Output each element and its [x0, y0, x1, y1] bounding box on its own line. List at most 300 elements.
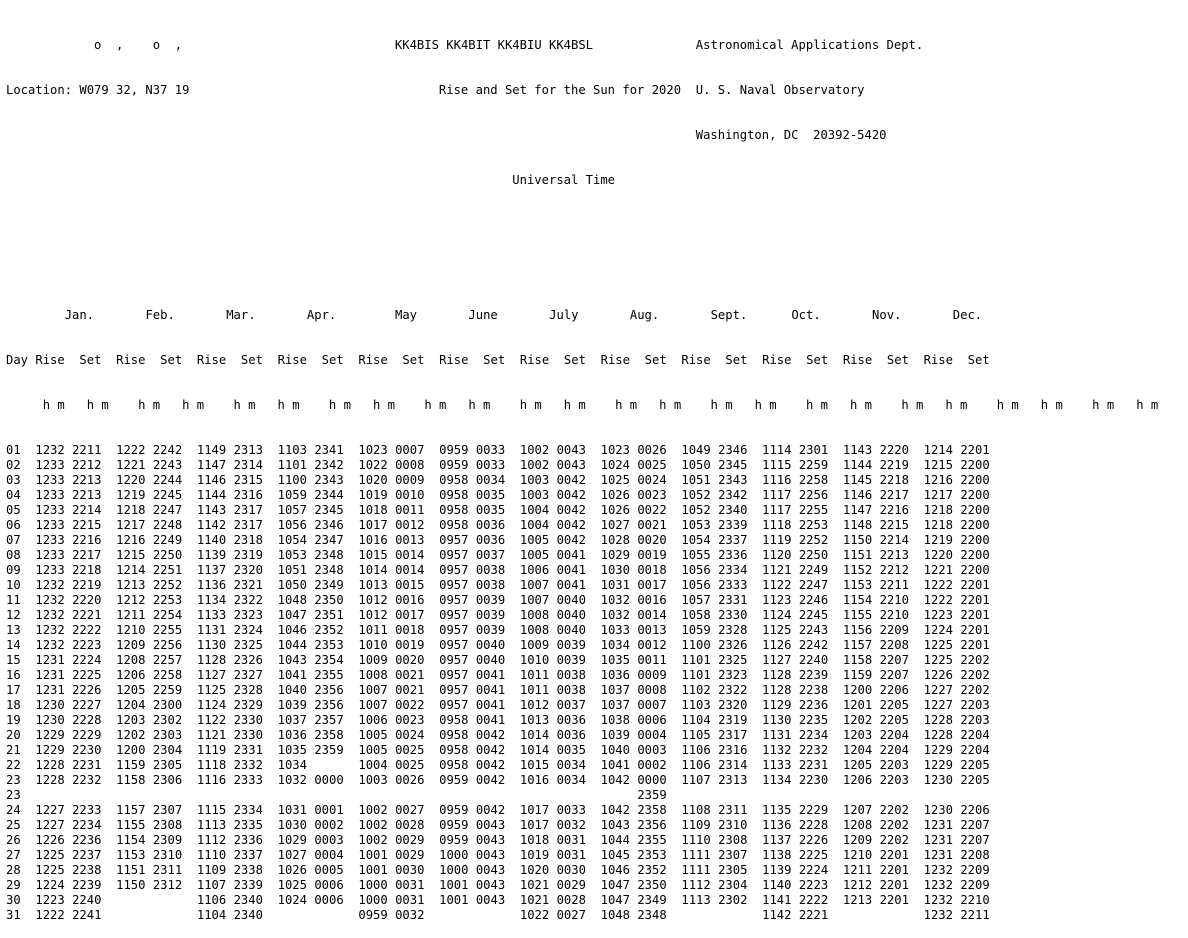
- spacer: [711, 773, 718, 787]
- spacer: [769, 308, 791, 322]
- rise-cell: 1106: [681, 743, 711, 757]
- spacer: [667, 593, 682, 607]
- rise-cell: 1021: [519, 893, 550, 907]
- spacer: [667, 803, 682, 817]
- set-cell: 2305: [718, 863, 748, 877]
- rise-cell: 1005: [358, 728, 388, 742]
- rise-cell: 1222: [116, 443, 146, 457]
- spacer: [549, 623, 556, 637]
- set-cell: 2210: [879, 593, 909, 607]
- spacer: [65, 398, 87, 412]
- spacer: [424, 788, 439, 802]
- rise-cell: 0959: [439, 443, 469, 457]
- spacer: [424, 548, 439, 562]
- set-cell: 2308: [152, 818, 183, 832]
- rise-cell: 1025: [600, 473, 630, 487]
- spacer: [791, 863, 798, 877]
- set-cell: 2227: [72, 698, 102, 712]
- spacer: [498, 308, 527, 322]
- rise-cell: 0957: [439, 668, 469, 682]
- hm-header: h m: [424, 398, 447, 412]
- spacer: [909, 908, 924, 922]
- rise-cell: 1218: [923, 518, 953, 532]
- rise-cell: 1031: [600, 578, 630, 592]
- spacer: [65, 593, 72, 607]
- spacer: [388, 803, 395, 817]
- spacer: [468, 353, 483, 367]
- rise-cell: 1108: [681, 803, 711, 817]
- spacer: [505, 863, 520, 877]
- month-label: Jan.: [64, 308, 95, 322]
- rise-cell: 1201: [842, 698, 873, 712]
- rise-cell: 1137: [762, 833, 792, 847]
- set-cell: 2232: [798, 743, 829, 757]
- spacer: [6, 398, 43, 412]
- spacer: [145, 818, 152, 832]
- spacer: [101, 683, 116, 697]
- rise-cell: 1016: [519, 773, 550, 787]
- set-cell: 2228: [72, 713, 102, 727]
- set-cell: 0039: [475, 623, 506, 637]
- rise-cell: 1159: [842, 668, 873, 682]
- rise-cell: 1109: [196, 863, 227, 877]
- rise-cell: 0957: [439, 578, 469, 592]
- set-cell: 2330: [233, 728, 263, 742]
- day-cell: 16: [6, 668, 21, 682]
- rise-cell: 1104: [196, 908, 227, 922]
- rise-cell: 1147: [196, 458, 227, 472]
- spacer: [226, 638, 233, 652]
- spacer: [667, 773, 682, 787]
- set-cell: 2220: [72, 593, 102, 607]
- spacer: [344, 803, 359, 817]
- set-cell: 0029: [556, 878, 586, 892]
- table-row: [6, 758, 1188, 773]
- spacer: [505, 893, 520, 907]
- rise-cell: 1044: [600, 833, 630, 847]
- set-cell: 2200: [960, 488, 990, 502]
- spacer: [388, 743, 395, 757]
- spacer: [388, 848, 395, 862]
- spacer: [549, 548, 556, 562]
- rise-cell: 1003: [519, 473, 550, 487]
- set-cell: 2322: [718, 683, 748, 697]
- set-cell: 2202: [879, 833, 909, 847]
- rise-cell: 1155: [116, 818, 146, 832]
- set-cell: 2208: [879, 638, 909, 652]
- set-cell: 0043: [475, 878, 506, 892]
- spacer: [468, 533, 475, 547]
- spacer: [226, 548, 233, 562]
- spacer: [747, 578, 762, 592]
- spacer: [21, 533, 36, 547]
- spacer: [145, 653, 152, 667]
- rise-cell: 1127: [762, 653, 792, 667]
- spacer: [424, 893, 439, 907]
- set-cell: 0042: [475, 743, 506, 757]
- rise-cell: 1128: [196, 653, 227, 667]
- spacer: [828, 863, 843, 877]
- set-cell: [395, 788, 424, 802]
- spacer: [909, 893, 924, 907]
- day-cell: 28: [6, 863, 21, 877]
- set-cell: 2200: [960, 473, 990, 487]
- spacer: [909, 878, 924, 892]
- spacer: [21, 878, 36, 892]
- spacer: [263, 773, 278, 787]
- set-cell: 2332: [233, 758, 263, 772]
- rise-cell: 1119: [762, 533, 792, 547]
- hm-header: h m: [849, 398, 872, 412]
- rise-cell: 1147: [842, 503, 873, 517]
- set-cell: 0009: [637, 668, 667, 682]
- spacer: [424, 668, 439, 682]
- spacer: [549, 503, 556, 517]
- set-cell: 0034: [556, 773, 586, 787]
- spacer: [608, 308, 630, 322]
- hm-header: h m: [328, 398, 351, 412]
- spacer: [226, 608, 233, 622]
- table-row: [6, 818, 1188, 833]
- rise-cell: 1059: [277, 488, 307, 502]
- rise-cell: 1043: [600, 818, 630, 832]
- rise-cell: 1211: [116, 608, 146, 622]
- set-cell: 2207: [879, 653, 909, 667]
- rise-cell: 1001: [358, 848, 388, 862]
- rise-cell: 1213: [842, 893, 873, 907]
- set-cell: 2303: [152, 728, 183, 742]
- rise-cell: 1233: [35, 473, 65, 487]
- table-row: [6, 473, 1188, 488]
- spacer: [549, 698, 556, 712]
- set-cell: [476, 788, 505, 802]
- rise-cell: 1036: [600, 668, 630, 682]
- spacer: [424, 908, 439, 922]
- spacer: [145, 803, 152, 817]
- spacer: [872, 488, 879, 502]
- spacer: [828, 878, 843, 892]
- rise-cell: [116, 908, 145, 922]
- set-cell: 0012: [637, 638, 667, 652]
- set-cell: 0020: [395, 653, 425, 667]
- set-cell: 2201: [960, 638, 990, 652]
- set-cell: 2353: [314, 638, 344, 652]
- spacer: [909, 698, 924, 712]
- rise-cell: 1056: [681, 563, 711, 577]
- spacer: [65, 443, 72, 457]
- rise-header: Rise: [277, 353, 307, 367]
- rise-cell: 0957: [439, 653, 469, 667]
- spacer: [667, 458, 682, 472]
- set-cell: 2353: [637, 848, 667, 862]
- spacer: [101, 578, 116, 592]
- spacer: [344, 563, 359, 577]
- hm-header: h m: [710, 398, 733, 412]
- table-row: [6, 668, 1188, 683]
- rise-cell: 1024: [277, 893, 307, 907]
- spacer: [388, 653, 395, 667]
- hm-header: h m: [1092, 398, 1115, 412]
- spacer: [872, 593, 879, 607]
- spacer: [21, 593, 36, 607]
- rise-cell: 1146: [842, 488, 873, 502]
- rise-cell: 1119: [196, 743, 227, 757]
- spacer: [586, 683, 601, 697]
- spacer: [226, 683, 233, 697]
- set-cell: 0014: [395, 548, 425, 562]
- rise-cell: 1219: [116, 488, 146, 502]
- set-cell: 2200: [960, 548, 990, 562]
- header-line-1: [6, 38, 1188, 53]
- spacer: [388, 593, 395, 607]
- rise-cell: 1227: [35, 818, 65, 832]
- spacer: [263, 848, 278, 862]
- set-cell: 0021: [395, 683, 425, 697]
- set-cell: 2228: [798, 818, 829, 832]
- set-cell: 2206: [960, 803, 990, 817]
- set-cell: 0016: [395, 593, 425, 607]
- day-cell: 04: [6, 488, 21, 502]
- set-cell: 2320: [233, 563, 263, 577]
- spacer: [586, 623, 601, 637]
- spacer: [424, 683, 439, 697]
- set-cell: 2326: [718, 638, 748, 652]
- spacer: [586, 533, 601, 547]
- spacer: [549, 728, 556, 742]
- spacer: [263, 803, 278, 817]
- set-cell: 2201: [879, 863, 909, 877]
- set-cell: 0014: [637, 608, 667, 622]
- spacer: [990, 353, 1005, 367]
- spacer: [182, 908, 197, 922]
- spacer: [747, 443, 762, 457]
- rise-cell: 1050: [681, 458, 711, 472]
- spacer: [226, 623, 233, 637]
- hm-header: h m: [901, 398, 924, 412]
- table-row: [6, 773, 1188, 788]
- rise-cell: 1212: [116, 593, 146, 607]
- set-cell: 2302: [152, 713, 183, 727]
- spacer: [145, 848, 152, 862]
- set-cell: 2223: [72, 638, 102, 652]
- table-row: [6, 683, 1188, 698]
- spacer: [256, 398, 278, 412]
- spacer: [828, 518, 843, 532]
- rise-cell: 1137: [196, 563, 227, 577]
- spacer: [586, 728, 601, 742]
- spacer: [505, 848, 520, 862]
- rise-cell: 1202: [842, 713, 873, 727]
- set-cell: 2207: [879, 668, 909, 682]
- set-cell: 2238: [72, 863, 102, 877]
- spacer: [872, 908, 879, 922]
- set-cell: 0028: [395, 818, 425, 832]
- month-label: Oct.: [791, 308, 821, 322]
- set-cell: 2202: [960, 668, 990, 682]
- hm-header: h m: [182, 398, 205, 412]
- set-cell: 2338: [233, 863, 263, 877]
- set-cell: 2229: [72, 728, 102, 742]
- rise-cell: 1233: [35, 548, 65, 562]
- set-cell: 0040: [556, 593, 586, 607]
- rise-cell: 1035: [277, 743, 307, 757]
- spacer: [791, 443, 798, 457]
- spacer: [468, 458, 475, 472]
- spacer: [505, 518, 520, 532]
- header-line-2: [6, 83, 1188, 98]
- set-cell: 0039: [556, 638, 586, 652]
- spacer: [667, 788, 682, 802]
- spacer: [549, 818, 556, 832]
- spacer: [263, 713, 278, 727]
- spacer: [21, 713, 36, 727]
- spacer: [747, 503, 762, 517]
- set-cell: 0036: [475, 533, 506, 547]
- spacer: [21, 458, 36, 472]
- rise-cell: 1000: [439, 863, 469, 877]
- spacer: [21, 803, 36, 817]
- spacer: [711, 548, 718, 562]
- set-cell: 2251: [152, 563, 183, 577]
- spacer: [791, 593, 798, 607]
- spacer: [101, 908, 116, 922]
- spacer: [711, 443, 718, 457]
- set-cell: 0038: [475, 563, 506, 577]
- rise-cell: 1128: [762, 668, 792, 682]
- set-cell: 2235: [798, 713, 829, 727]
- day-cell: 11: [6, 593, 21, 607]
- set-cell: 0027: [556, 908, 586, 922]
- spacer: [747, 563, 762, 577]
- hm-header: h m: [372, 398, 395, 412]
- rise-cell: 1106: [681, 758, 711, 772]
- spacer: [344, 623, 359, 637]
- rise-cell: 1011: [358, 623, 388, 637]
- set-cell: 0031: [395, 893, 425, 907]
- rise-cell: 1232: [35, 608, 65, 622]
- spacer: [711, 863, 718, 877]
- rise-cell: 1004: [519, 518, 550, 532]
- set-cell: 0041: [475, 698, 506, 712]
- spacer: [828, 698, 843, 712]
- spacer: [505, 683, 520, 697]
- spacer: [747, 758, 762, 772]
- spacer: [101, 473, 116, 487]
- spacer: [21, 578, 36, 592]
- spacer: [101, 698, 116, 712]
- spacer: [182, 833, 197, 847]
- set-cell: 2304: [718, 878, 748, 892]
- table-row: [6, 908, 1188, 923]
- set-cell: 0025: [637, 458, 667, 472]
- rise-cell: 1227: [923, 698, 953, 712]
- rise-cell: 1213: [116, 578, 146, 592]
- set-cell: 2322: [233, 593, 263, 607]
- spacer: [872, 533, 879, 547]
- rise-cell: 1024: [600, 458, 630, 472]
- spacer: [791, 818, 798, 832]
- rise-cell: 1205: [116, 683, 146, 697]
- set-cell: 2314: [718, 758, 748, 772]
- spacer: [344, 908, 359, 922]
- spacer: [909, 773, 924, 787]
- rise-cell: 1007: [519, 593, 550, 607]
- spacer: [65, 668, 72, 682]
- rise-cell: 1001: [358, 863, 388, 877]
- set-cell: 2255: [152, 623, 183, 637]
- rise-cell: 1013: [519, 713, 550, 727]
- spacer: [505, 608, 520, 622]
- set-cell: 0004: [637, 728, 667, 742]
- spacer: [747, 803, 762, 817]
- set-cell: 2253: [152, 593, 183, 607]
- hm-header-row: [6, 398, 1188, 413]
- set-cell: 0043: [556, 443, 586, 457]
- spacer: [182, 488, 197, 502]
- spacer: [828, 638, 843, 652]
- rise-cell: 1101: [681, 668, 711, 682]
- spacer: [468, 518, 475, 532]
- spacer: [101, 848, 116, 862]
- spacer: [549, 803, 556, 817]
- set-cell: 2211: [960, 908, 990, 922]
- rise-cell: 1116: [762, 473, 792, 487]
- spacer: [791, 773, 798, 787]
- rise-cell: 0958: [439, 758, 469, 772]
- set-cell: 2314: [233, 458, 263, 472]
- spacer: [145, 683, 152, 697]
- day-cell: 03: [6, 473, 21, 487]
- rise-cell: 1053: [277, 548, 307, 562]
- day-cell: 14: [6, 638, 21, 652]
- set-cell: 2250: [152, 548, 183, 562]
- rise-cell: 1151: [842, 548, 873, 562]
- rise-cell: 1049: [681, 443, 711, 457]
- spacer: [667, 488, 682, 502]
- spacer: [101, 488, 116, 502]
- rise-cell: 1026: [600, 488, 630, 502]
- spacer: [549, 908, 556, 922]
- rise-cell: 1209: [116, 638, 146, 652]
- set-cell: 2302: [718, 893, 748, 907]
- spacer: [747, 458, 762, 472]
- day-header: Day: [6, 353, 29, 367]
- set-cell: 0002: [314, 818, 344, 832]
- set-cell: 2343: [314, 473, 344, 487]
- set-cell: 2343: [718, 473, 748, 487]
- set-header: Set: [240, 353, 263, 367]
- rise-cell: 1107: [681, 773, 711, 787]
- spacer: [307, 353, 322, 367]
- set-header: Set: [483, 353, 506, 367]
- spacer: [256, 308, 285, 322]
- spacer: [505, 533, 520, 547]
- spacer: [424, 593, 439, 607]
- set-cell: 0039: [475, 593, 506, 607]
- set-cell: 0000: [314, 773, 344, 787]
- rise-cell: [681, 908, 710, 922]
- spacer: [747, 638, 762, 652]
- rise-cell: 1047: [277, 608, 307, 622]
- rise-cell: 1232: [35, 623, 65, 637]
- rise-cell: 1000: [358, 878, 388, 892]
- spacer: [505, 578, 520, 592]
- spacer: [145, 503, 152, 517]
- spacer: [446, 308, 468, 322]
- rise-cell: [358, 788, 387, 802]
- set-cell: 2216: [879, 503, 909, 517]
- set-cell: 2337: [233, 848, 263, 862]
